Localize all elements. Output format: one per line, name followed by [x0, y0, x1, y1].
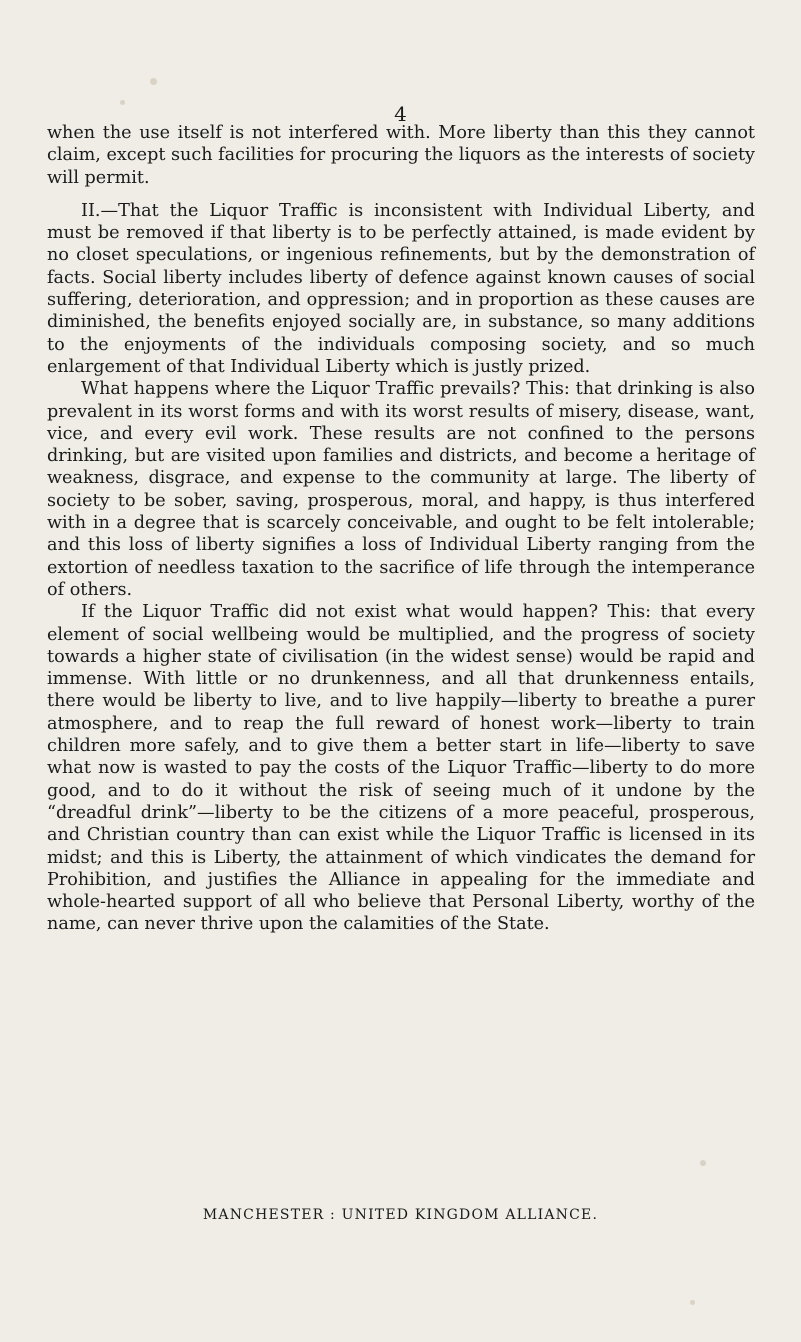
- paragraph-what-happens: What happens where the Liquor Traffic prevails? This: that drinking is also prevalent in its worst forms and with its worst results of misery, disease, want, vice, and every evil work. These results are not confined to the persons drinking, but are visited upon families and districts, and become a heritage of weakness, disgrace, and expense to the community at large. The liberty of society to be sober, saving, prosperous, moral, and happy, is thus interfered with in a degree that is scarcely conceivable, and ought to be felt intolerable; and this loss of liberty signifies a loss of Individual Liberty ranging from the extortion of needless taxation to the sacrifice of life through the intemperance of others.: [47, 379, 755, 600]
- printer-imprint: MANCHESTER : UNITED KINGDOM ALLIANCE.: [202, 1207, 599, 1223]
- page-number: 4: [394, 102, 407, 126]
- paper-speck: [150, 78, 157, 85]
- paper-speck: [700, 1160, 706, 1166]
- body-text: [47, 122, 755, 936]
- paragraph-if-not-exist: If the Liquor Traffic did not exist what would happen? This: that every element of social wellbeing would be multiplied, and the progress of society towards a higher state of civilisation (in the widest sense) would be rapid and immense. With little or no drunkenness, and all that drunkenness entails, there would be liberty to live, and to live happily—liberty to breathe a purer atmosphere, and to reap the full reward of honest work—liberty to train children more safely, and to give them a better start in life—liberty to save what now is wasted to pay the costs of the Liquor Traffic—liberty to do more good, and to do it without the risk of seeing much of it undone by the “dreadful drink”—liberty to be the citizens of a more peaceful, prosperous, and Christian country than can exist while the Liquor Traffic is licensed in its midst; and this is Liberty, the attainment of which vindicates the demand for Prohibition, and justifies the Alliance in appealing for the immediate and whole-hearted support of all who believe that Personal Liberty, worthy of the name, can never thrive upon the calamities of the State.: [47, 602, 755, 935]
- paper-speck: [690, 1300, 695, 1305]
- paragraph-continuation: when the use itself is not interfered with. More liberty than this they cannot claim, except such facilities for procuring the liquors as the interests of society will permit.: [47, 123, 755, 188]
- paragraph-section-ii: II.—That the Liquor Traffic is inconsistent with Individual Liberty, and must be removed if that liberty is to be perfectly attained, is made evident by no closet speculations, or ingenious refinements, but by the demonstration of facts. Social liberty includes liberty of defence against known causes of social suffering, deterioration, and oppression; and in proportion as these causes are diminished, the benefits enjoyed socially are, in substance, so many additions to the enjoyments of the individuals composing society, and so much enlargement of that Individual Liberty which is justly prized.: [47, 200, 755, 377]
